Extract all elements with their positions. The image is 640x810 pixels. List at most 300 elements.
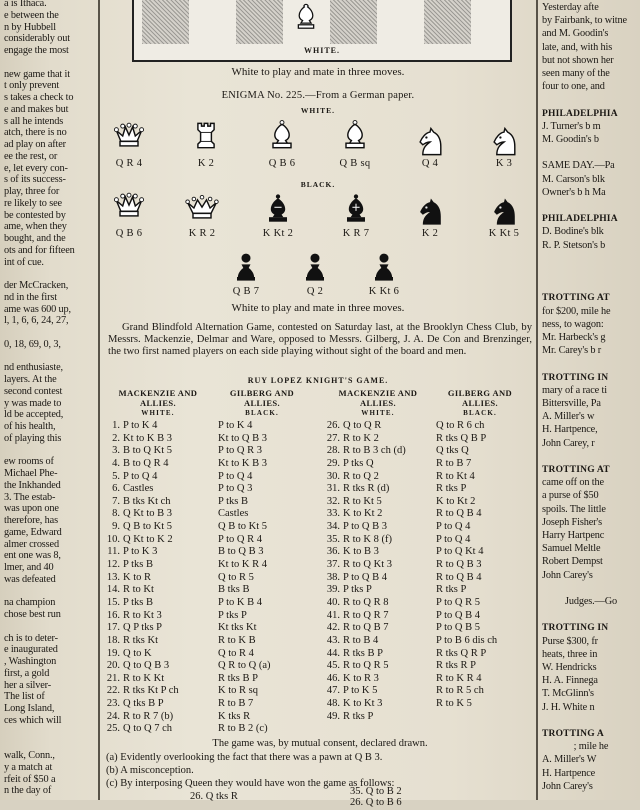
move-number: 42. <box>326 622 340 634</box>
left-column-line: s takes a check to <box>4 92 74 103</box>
move-text: Q to R 4 <box>218 647 254 659</box>
move-number: 12. <box>106 559 120 571</box>
move-text: P to Q R 5 <box>436 596 480 608</box>
move-row <box>102 673 179 686</box>
move-text: R to K 8 (f) <box>343 533 392 545</box>
white-king-icon <box>111 188 147 224</box>
left-column-line: of his health, <box>4 421 56 432</box>
move-row <box>102 521 179 534</box>
move-row <box>102 685 179 698</box>
move-text: R tks P <box>436 584 467 596</box>
move-row <box>102 433 179 446</box>
move-text: Castles <box>218 508 249 520</box>
left-column-line: chose best run <box>4 609 61 620</box>
right-column-line: A. Miller's W <box>542 754 597 766</box>
move-row <box>322 445 406 458</box>
move-row <box>436 458 497 471</box>
chess-column <box>100 0 536 808</box>
note-c: (c) By interposing Queen they would have won the game as follows: <box>106 778 395 789</box>
move-row <box>436 559 497 572</box>
left-column-line: her a silver- <box>4 679 52 691</box>
move-text: P to Q 4 <box>436 533 471 545</box>
board-square <box>330 0 377 44</box>
move-text: R to Kt <box>123 584 154 596</box>
move-text: R tks Kt P ch <box>123 685 179 697</box>
move-row <box>436 521 497 534</box>
move-row <box>218 521 271 534</box>
right-column-line: R. P. Stetson's b <box>542 239 606 251</box>
white-rook-icon <box>188 118 224 154</box>
move-text: Q tks Q <box>436 445 469 457</box>
white-queen-icon <box>184 190 220 226</box>
move-text: Q to R 6 ch <box>436 420 485 431</box>
left-column-line: ame, when they <box>4 221 67 233</box>
move-row <box>436 572 497 585</box>
move-row <box>436 420 497 433</box>
move-text: R tks R P <box>436 660 476 672</box>
col2-black-label: BLACK. <box>245 409 279 417</box>
move-row <box>102 635 179 648</box>
move-row <box>322 610 406 623</box>
left-column-line: s of its success- <box>4 174 66 186</box>
move-number: 7. <box>112 495 120 507</box>
col4-header <box>430 388 530 418</box>
move-text: P to B 6 dis ch <box>436 634 498 646</box>
move-row <box>102 508 179 521</box>
move-number: 20. <box>106 660 120 672</box>
left-column-line: a is Ithaca. <box>4 0 47 9</box>
left-column-line: lmer, and 40 <box>4 562 54 573</box>
enigma-title: ENIGMA No. 225.—From a German paper. <box>221 90 415 101</box>
move-text: R to B 7 <box>436 457 472 469</box>
move-row <box>218 723 271 736</box>
move-text: P tks Q <box>343 457 374 469</box>
black-knight-icon <box>486 194 522 230</box>
move-text: R tks R (d) <box>343 483 390 495</box>
move-number: 48. <box>326 698 340 710</box>
move-number: 1. <box>112 420 120 431</box>
col2-header-text: GILBERG AND ALLIES. <box>229 388 295 408</box>
left-column-line: ces which will <box>4 714 62 726</box>
piece-position-label: Q B 7 <box>232 286 260 297</box>
move-row <box>218 610 271 623</box>
move-row <box>218 711 271 724</box>
move-number: 18. <box>106 634 120 646</box>
move-number: 25. <box>106 723 120 735</box>
move-row <box>218 483 271 496</box>
left-column-line: ent one was 8, <box>4 550 61 562</box>
right-column-line: J. Turner's b m <box>542 120 601 132</box>
left-column-line: ew rooms of <box>4 456 54 468</box>
right-column-line: D. Bodine's blk <box>542 226 604 238</box>
move-text: R to Q Kt 3 <box>343 559 393 571</box>
move-text: K tks R <box>218 710 251 722</box>
move-text: Q B to Kt 5 <box>218 521 268 533</box>
final-right-2: 26. Q to B 6 <box>350 797 402 808</box>
move-text: P tks B <box>123 559 153 571</box>
board-square <box>142 0 189 44</box>
board-caption: White to play and mate in three moves. <box>231 66 405 78</box>
move-row <box>436 622 497 635</box>
board-square <box>424 0 471 44</box>
move-row <box>322 711 406 724</box>
game-title: RUY LOPEZ KNIGHT'S GAME. <box>247 376 389 385</box>
left-column-line: ad play on after <box>4 139 66 150</box>
move-text: K to R <box>123 571 152 583</box>
move-row <box>322 521 406 534</box>
move-number: 28. <box>326 445 340 457</box>
move-row <box>218 496 271 509</box>
right-black-moves <box>436 420 497 723</box>
move-row <box>218 445 271 458</box>
move-text: K to Kt 3 <box>343 698 383 710</box>
move-text: R to Kt 3 <box>123 609 162 621</box>
move-text: K to B 3 <box>343 546 379 558</box>
move-number: 47. <box>326 685 340 697</box>
right-column-line: four to one, and <box>542 81 605 93</box>
left-column-line: l, 1, 6, 6, 24, 27, <box>4 315 69 327</box>
move-text: Q R to Q (a) <box>218 660 271 672</box>
right-column-line: Owner's b h Ma <box>542 186 606 198</box>
final-right-1: 35. Q to B 2 <box>350 786 402 797</box>
move-row <box>436 483 497 496</box>
right-column-line: Harry Hartpenc <box>542 530 605 541</box>
move-row <box>322 648 406 661</box>
piece-position-label: Q 4 <box>421 158 439 169</box>
move-number: 33. <box>326 508 340 520</box>
move-text: R to K 2 <box>343 432 379 444</box>
right-column-line: W. Hendricks <box>542 662 597 673</box>
move-text: P to Q B 4 <box>436 609 480 621</box>
piece-position-label: K R 2 <box>188 228 216 239</box>
board-square <box>377 0 424 44</box>
move-row <box>322 597 406 610</box>
left-white-moves <box>102 420 179 736</box>
move-row <box>322 635 406 648</box>
left-column-line: ee the rest, or <box>4 150 58 162</box>
move-number: 38. <box>326 571 340 583</box>
move-row <box>218 597 271 610</box>
move-text: R to R 5 ch <box>436 685 484 697</box>
move-row <box>436 471 497 484</box>
col1-white-label: WHITE. <box>141 409 175 417</box>
move-text: P to K 4 <box>123 420 158 431</box>
left-column-line: nd enthusiaste, <box>4 362 63 374</box>
move-row <box>218 471 271 484</box>
final-left: 26. Q tks R <box>190 791 238 802</box>
right-column-line: Joseph Fisher's <box>542 516 602 528</box>
left-column-line: Michael Phe- <box>4 468 58 479</box>
move-text: K to R 3 <box>343 672 379 684</box>
move-row <box>218 420 271 433</box>
left-column-line: ch is to deter- <box>4 632 58 644</box>
move-text: P to Q 4 <box>436 521 471 533</box>
move-text: R to Q B 3 <box>436 559 482 571</box>
piece-position-label: K Kt 6 <box>368 286 400 297</box>
left-column-line: new game that it <box>4 68 70 80</box>
move-row <box>322 433 406 446</box>
piece-position-label: K Kt 2 <box>262 228 294 239</box>
move-text: R to B 4 <box>343 634 379 646</box>
move-row <box>322 559 406 572</box>
move-number: 46. <box>326 672 340 684</box>
right-column-line: ; mile he <box>573 741 609 753</box>
right-column <box>538 0 640 800</box>
move-row <box>322 622 406 635</box>
move-text: P to Q B 5 <box>436 622 480 634</box>
move-number: 29. <box>326 457 340 469</box>
right-column-line: H. Hartpence, <box>542 424 598 436</box>
left-column-line: der McCracken, <box>4 280 69 291</box>
move-row <box>322 572 406 585</box>
left-column-line: layers. At the <box>4 374 57 385</box>
move-number: 36. <box>326 546 340 558</box>
left-column-line: n by Hubbell <box>4 21 56 33</box>
move-text: P to K 4 <box>218 420 253 431</box>
move-row <box>102 698 179 711</box>
enigma-caption: White to play and mate in three moves. <box>231 302 405 314</box>
right-column-line: M. Carson's blk <box>542 173 605 185</box>
piece-position-label: Q 2 <box>306 286 324 297</box>
right-column-line: Judges.—Go <box>565 596 617 607</box>
left-column-line: ots and for fifteen <box>4 244 75 256</box>
left-column-line: atch, there is no <box>4 127 67 139</box>
move-row <box>218 584 271 597</box>
right-column-line: J. H. White n <box>542 701 595 713</box>
move-text: R to Q R 8 <box>343 596 389 608</box>
move-text: R tks B P <box>218 672 258 684</box>
left-column-line: nd in the first <box>4 291 57 303</box>
piece-position-label: K 3 <box>495 158 513 169</box>
move-text: Kt to K B 3 <box>123 432 173 444</box>
piece-position-label: Q B sq <box>339 158 371 169</box>
right-column-line: Purse $300, fr <box>542 635 598 647</box>
left-column-line: e between the <box>4 9 59 21</box>
right-column-line: Mr. Harbeck's g <box>542 332 606 343</box>
move-row <box>322 534 406 547</box>
right-column-line: ness, to wagon: <box>542 318 604 330</box>
move-row <box>436 534 497 547</box>
move-number: 30. <box>326 470 340 482</box>
move-row <box>218 698 271 711</box>
col3-white-label: WHITE. <box>361 409 395 417</box>
right-column-line: mary of a race ti <box>542 384 607 396</box>
move-row <box>322 483 406 496</box>
left-column-line: rfeit of $50 a <box>4 773 56 785</box>
move-text: R to Kt 5 <box>343 495 382 507</box>
left-column-line: e inaugurated <box>4 644 58 656</box>
move-row <box>436 711 497 724</box>
move-number: 8. <box>112 508 120 520</box>
move-text: P to K B 4 <box>218 596 262 608</box>
left-column-line: be contested by <box>4 209 66 221</box>
move-number: 21. <box>106 672 120 684</box>
move-text: Kt tks Kt <box>218 622 257 634</box>
move-row <box>436 496 497 509</box>
right-column-line: John Carey's <box>542 569 593 581</box>
move-row <box>436 445 497 458</box>
move-text: R tks P <box>436 483 467 495</box>
move-row <box>436 698 497 711</box>
col1-header-text: MACKENZIE AND ALLIES. <box>118 388 198 408</box>
move-text: R to K B <box>218 634 256 646</box>
move-row <box>102 723 179 736</box>
enigma-black-label: BLACK. <box>300 180 336 189</box>
move-number: 22. <box>106 685 120 697</box>
piece-position-label: Q B 6 <box>268 158 296 169</box>
move-text: Q Kt to B 3 <box>123 508 173 520</box>
right-column-line: TROTTING IN <box>542 372 609 383</box>
move-text: P tks P <box>343 584 372 596</box>
move-row <box>102 546 179 559</box>
move-text: R tks Kt <box>123 634 159 646</box>
move-number: 40. <box>326 596 340 608</box>
move-number: 3. <box>112 445 120 457</box>
white-knight-icon <box>486 124 522 160</box>
black-pawn-icon <box>366 250 402 286</box>
move-row <box>436 660 497 673</box>
move-row <box>102 458 179 471</box>
article-intro <box>108 322 532 359</box>
move-text: R to R 7 (b) <box>123 710 174 722</box>
col3-header-text: MACKENZIE AND ALLIES. <box>338 388 418 408</box>
right-column-line: TROTTING IN <box>542 623 609 634</box>
move-row <box>218 433 271 446</box>
left-column-line: re likely to see <box>4 197 62 209</box>
white-knight-icon <box>412 124 448 160</box>
move-number: 9. <box>112 521 120 533</box>
move-text: B tks Kt ch <box>123 495 171 507</box>
right-column-line: SAME DAY.—Pa <box>542 160 615 172</box>
right-column-line: A. Miller's w <box>542 411 595 423</box>
right-white-moves <box>322 420 406 723</box>
move-number: 27. <box>326 432 340 444</box>
move-text: Castles <box>123 483 154 495</box>
white-queen-icon <box>111 118 147 154</box>
move-row <box>218 559 271 572</box>
move-text: P to Q B 4 <box>343 571 387 583</box>
board-square <box>471 0 518 44</box>
right-column-line: Yesterday afte <box>542 2 599 13</box>
move-row <box>218 622 271 635</box>
move-row <box>102 471 179 484</box>
right-column-line: T. McGlinn's <box>542 688 594 700</box>
move-text: B to Q Kt 5 <box>123 445 173 457</box>
move-text: R to Q B 4 <box>436 571 482 583</box>
piece-position-label: K 2 <box>197 158 215 169</box>
left-column-line: na champion <box>4 597 56 609</box>
left-column-line: was defeated <box>4 573 56 585</box>
right-column-line: for $200, mile he <box>542 305 611 317</box>
black-pawn-icon <box>228 250 264 286</box>
move-text: R to B 2 (c) <box>218 723 268 735</box>
right-column-line: spoils. The little <box>542 503 606 515</box>
move-row <box>102 445 179 458</box>
left-column-line: bought, and the <box>4 233 66 244</box>
move-row <box>218 660 271 673</box>
move-text: B to Q R 4 <box>123 457 169 469</box>
board-white-label: WHITE. <box>303 46 340 55</box>
left-column-line: e, let every con- <box>4 162 68 174</box>
left-column-line: s all he intends <box>4 115 64 127</box>
move-text: R tks B P <box>343 647 383 659</box>
move-text: P tks B <box>218 495 248 507</box>
piece-position-label: Q R 4 <box>115 158 143 169</box>
move-row <box>436 648 497 661</box>
right-column-line: a purse of $50 <box>542 490 599 502</box>
move-row <box>436 610 497 623</box>
move-text: Q to Q R <box>343 420 382 431</box>
right-column-line: Robert Dempst <box>542 556 603 568</box>
note-a: (a) Evidently overlooking the fact that there was a pawn at Q B 3. <box>106 752 383 763</box>
left-column-line: Long Island, <box>4 703 55 714</box>
left-column-line: was upon one <box>4 503 59 515</box>
left-column-line: almer crossed <box>4 538 59 550</box>
move-row <box>218 673 271 686</box>
move-row <box>322 584 406 597</box>
move-text: P to Q B 3 <box>343 521 387 533</box>
right-column-line: John Carey, r <box>542 437 595 449</box>
move-text: P to Q 4 <box>123 470 158 482</box>
left-column-line: the Inkhanded <box>4 479 61 491</box>
move-row <box>102 584 179 597</box>
move-text: R to K Kt <box>123 672 165 684</box>
move-text: R to Q R 5 <box>343 660 389 672</box>
right-column-line: heats, three in <box>542 648 598 660</box>
move-number: 37. <box>326 559 340 571</box>
move-row <box>218 546 271 559</box>
black-pawn-icon <box>297 250 333 286</box>
move-row <box>322 660 406 673</box>
move-text: P to Q R 3 <box>218 445 262 457</box>
move-row <box>322 471 406 484</box>
move-text: R to Kt 4 <box>436 470 475 482</box>
right-column-line: M. Goodin's b <box>542 134 599 145</box>
board-square <box>189 0 236 44</box>
move-row <box>218 458 271 471</box>
move-text: Kt to K R 4 <box>218 559 268 571</box>
move-text: R to B 7 <box>218 698 254 710</box>
move-text: P to Q R 4 <box>218 533 262 545</box>
col4-header-text: GILBERG AND ALLIES. <box>447 388 513 408</box>
move-number: 35. <box>326 533 340 545</box>
move-number: 10. <box>106 533 120 545</box>
col3-header <box>328 388 428 418</box>
move-row <box>322 698 406 711</box>
left-column-line: second contest <box>4 385 63 397</box>
left-column-line: t only prevent <box>4 80 60 92</box>
move-number: 45. <box>326 660 340 672</box>
move-text: Q to R 5 <box>218 571 254 583</box>
move-row <box>218 508 271 521</box>
move-text: K to R sq <box>218 685 258 697</box>
move-text: Q to K <box>123 647 152 659</box>
move-number: 14. <box>106 584 120 596</box>
move-row <box>218 534 271 547</box>
left-column-line: engage the most <box>4 45 69 56</box>
move-text: P to Q 3 <box>218 483 253 495</box>
left-black-moves <box>218 420 271 736</box>
right-column-line: H. A. Finnega <box>542 675 598 687</box>
move-number: 26. <box>326 420 340 431</box>
right-column-line: late, and, with his <box>542 41 613 53</box>
move-number: 23. <box>106 698 120 710</box>
move-row <box>436 673 497 686</box>
move-row <box>102 711 179 724</box>
move-text: R to Q B 7 <box>343 622 389 634</box>
move-number: 5. <box>112 470 120 482</box>
move-text: Q tks B P <box>123 698 164 710</box>
